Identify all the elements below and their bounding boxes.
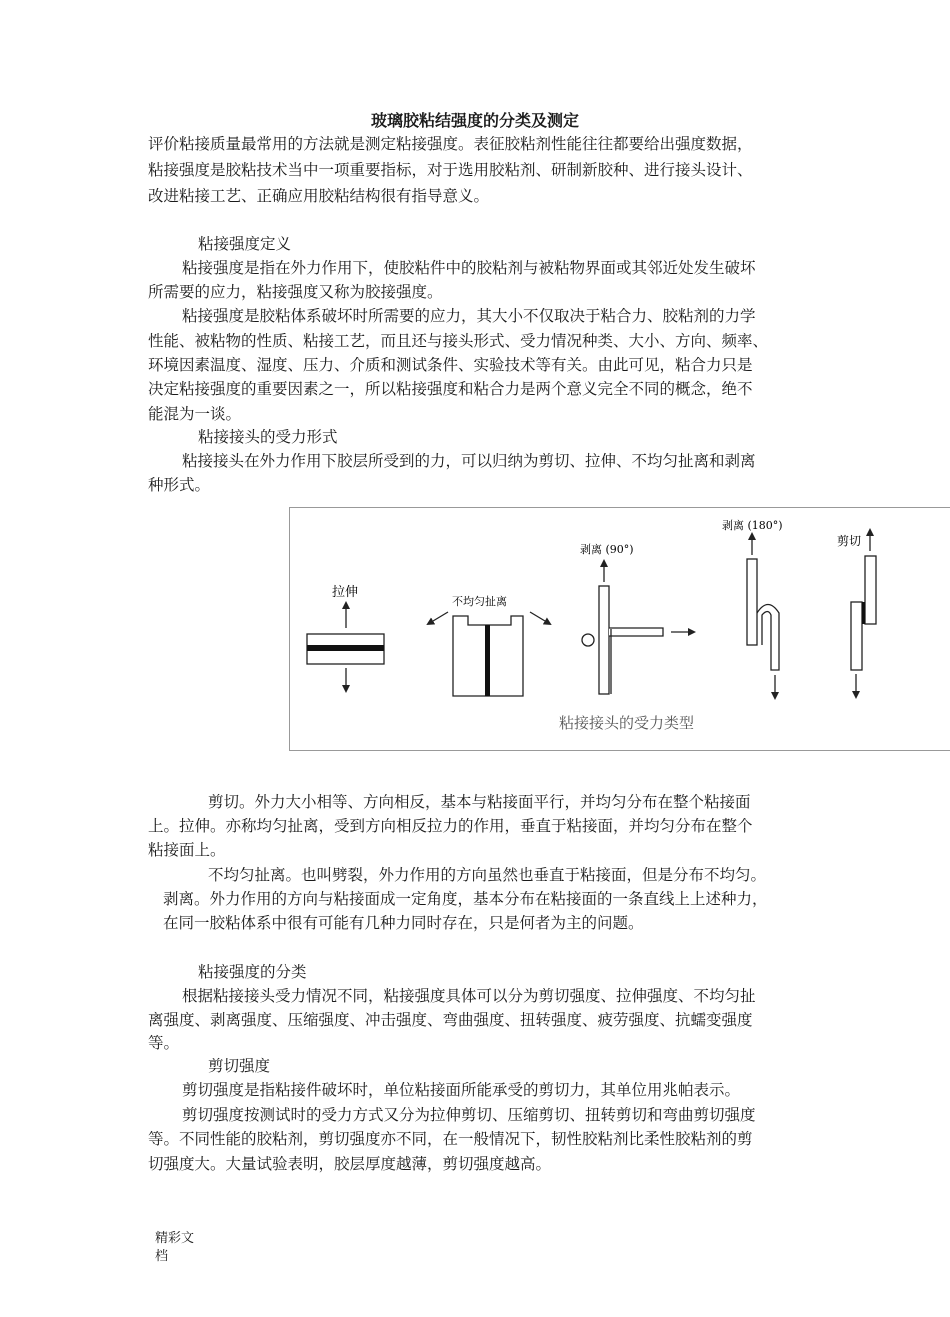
paragraph-line: 粘接强度是胶粘体系破坏时所需要的应力，其大小不仅取决于粘合力、胶粘剂的力学 bbox=[182, 307, 756, 325]
paragraph-line: 根据粘接接头受力情况不同，粘接强度具体可以分为剪切强度、拉伸强度、不均匀扯 bbox=[182, 987, 756, 1005]
section-heading-load-forms: 粘接接头的受力形式 bbox=[198, 428, 338, 446]
load-types-figure bbox=[289, 507, 950, 751]
intro-line: 粘接强度是胶粘技术当中一项重要指标，对于选用胶粘剂、研制新胶种、进行接头设计、 bbox=[148, 161, 753, 179]
cleavage-label: 不均匀扯离 bbox=[452, 595, 507, 608]
peel-180-label: 剥离 (180°) bbox=[722, 519, 783, 532]
intro-line: 改进粘接工艺、正确应用胶粘结构很有指导意义。 bbox=[148, 187, 490, 205]
paragraph-line: 所需要的应力，粘接强度又称为胶接强度。 bbox=[148, 283, 443, 301]
paragraph-line: 剪切。外力大小相等、方向相反，基本与粘接面平行，并均匀分布在整个粘接面 bbox=[208, 793, 751, 811]
peel-180-diagram bbox=[722, 518, 783, 698]
section-heading-classification: 粘接强度的分类 bbox=[198, 963, 307, 981]
tension-diagram bbox=[307, 584, 384, 691]
paragraph-line: 离强度、剥离强度、压缩强度、冲击强度、弯曲强度、扭转强度、疲劳强度、抗蠕变强度 bbox=[148, 1011, 753, 1029]
paragraph-line: 粘接接头在外力作用下胶层所受到的力，可以归纳为剪切、拉伸、不均匀扯离和剥离 bbox=[182, 452, 756, 470]
paragraph-line: 性能、被粘物的性质、粘接工艺，而且还与接头形式、受力情况种类、大小、方向、频率、 bbox=[148, 332, 769, 350]
paragraph-line: 粘接强度是指在外力作用下，使胶粘件中的胶粘剂与被粘物界面或其邻近处发生破坏 bbox=[182, 259, 756, 277]
paragraph-line: 能混为一谈。 bbox=[148, 405, 242, 423]
shear-diagram bbox=[837, 530, 876, 697]
paragraph-line: 粘接面上。 bbox=[148, 841, 226, 859]
paragraph-line: 上。拉伸。亦称均匀扯离，受到方向相反拉力的作用，垂直于粘接面，并均匀分布在整个 bbox=[148, 817, 753, 835]
paragraph-line: 剪切强度是指粘接件破坏时，单位粘接面所能承受的剪切力，其单位用兆帕表示。 bbox=[182, 1081, 741, 1099]
paragraph-line: 切强度大。大量试验表明，胶层厚度越薄，剪切强度越高。 bbox=[148, 1155, 552, 1173]
paragraph-line: 剪切强度按测试时的受力方式又分为拉伸剪切、压缩剪切、扭转剪切和弯曲剪切强度 bbox=[182, 1106, 756, 1124]
footer-line: 档 bbox=[155, 1249, 169, 1264]
shear-label: 剪切 bbox=[837, 534, 862, 548]
peel-90-diagram bbox=[580, 542, 694, 694]
paragraph-line: 环境因素温度、湿度、压力、介质和测试条件、实验技术等有关。由此可见，粘合力只是 bbox=[148, 356, 753, 374]
paragraph-line: 等。不同性能的胶粘剂，剪切强度亦不同，在一般情况下，韧性胶粘剂比柔性胶粘剂的剪 bbox=[148, 1130, 753, 1148]
paragraph-line: 在同一胶粘体系中很有可能有几种力同时存在，只是何者为主的问题。 bbox=[163, 914, 644, 932]
section-heading-shear-strength: 剪切强度 bbox=[208, 1057, 271, 1075]
tension-label: 拉伸 bbox=[332, 585, 359, 600]
cleavage-diagram bbox=[428, 594, 550, 696]
intro-line: 评价粘接质量最常用的方法就是测定粘接强度。表征胶粘剂性能往往都要给出强度数据， bbox=[148, 135, 753, 153]
peel-90-label: 剥离 (90°) bbox=[580, 543, 634, 556]
footer-line: 精彩文 bbox=[155, 1231, 195, 1246]
paragraph-line: 种形式。 bbox=[148, 476, 211, 494]
footer-note bbox=[155, 1230, 194, 1266]
doc-title: 玻璃胶粘结强度的分类及测定 bbox=[370, 111, 579, 130]
paragraph-line: 决定粘接强度的重要因素之一，所以粘接强度和粘合力是两个意义完全不同的概念，绝不 bbox=[148, 380, 753, 398]
figure-caption: 粘接接头的受力类型 bbox=[559, 714, 695, 732]
load-types-diagram bbox=[290, 508, 950, 752]
section-heading-definition: 粘接强度定义 bbox=[198, 235, 292, 253]
paragraph-line: 不均匀扯离。也叫劈裂，外力作用的方向虽然也垂直于粘接面，但是分布不均匀。 bbox=[208, 866, 767, 884]
paragraph-line: 剥离。外力作用的方向与粘接面成一定角度，基本分布在粘接面的一条直线上上述种力， bbox=[163, 890, 768, 908]
paragraph-line: 等。 bbox=[148, 1034, 180, 1052]
